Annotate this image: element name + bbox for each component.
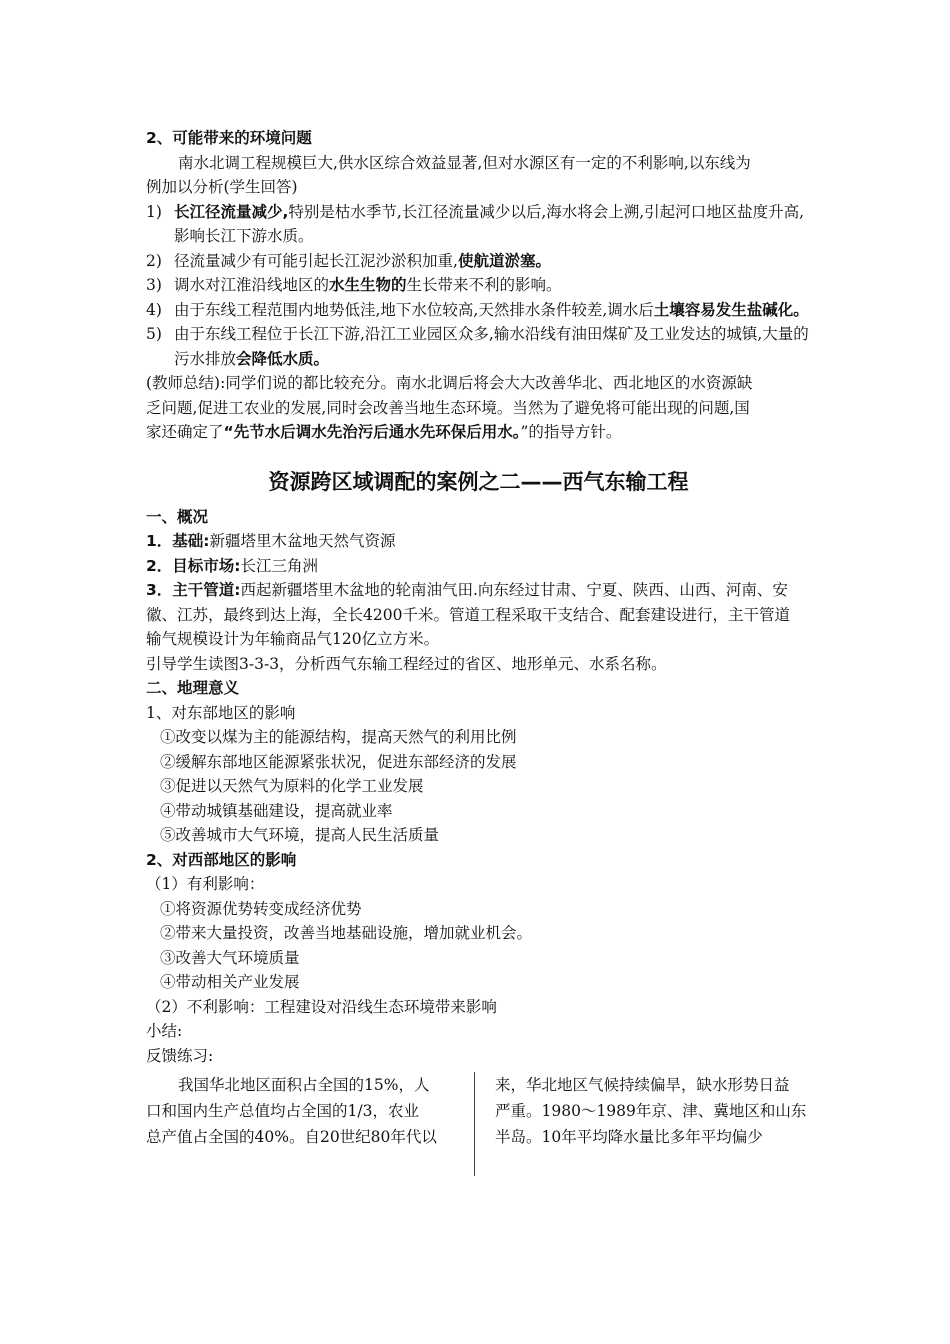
item-text: 由于东线工程位于长江下游,沿江工业园区众多,输水沿线有油田煤矿及工业发达的城镇,大量的污水排放会降低水质。 bbox=[174, 325, 809, 368]
overview-pipeline: 3．主干管道:西起新疆塔里木盆地的轮南油气田.向东经过甘肃、宁夏、陕西、山西、河南、安 bbox=[146, 581, 788, 599]
overview-market: 2．目标市场:长江三角洲 bbox=[146, 556, 318, 575]
feedback-label: 反馈练习: bbox=[146, 1046, 214, 1065]
unfavorable-line: （2）不利影响：工程建设对沿线生态环境带来影响 bbox=[146, 997, 497, 1016]
teacher-summary-line-3: 家还确定了“先节水后调水先治污后通水先环保后用水。”的指导方针。 bbox=[146, 423, 622, 441]
overview-pipeline-line-2: 徽、江苏，最终到达上海，全长4200千米。管道工程采取干支结合、配套建设进行，主干管道 bbox=[146, 605, 790, 624]
east-item: ③促进以天然气为原料的化学工业发展 bbox=[160, 777, 424, 795]
west-heading: 2、对西部地区的影响 bbox=[146, 850, 297, 869]
exercise-line: 总产值占全国的40%。自20世纪80年代以 bbox=[146, 1128, 437, 1146]
document-page bbox=[146, 126, 811, 1176]
east-item: ①改变以煤为主的能源结构，提高天然气的利用比例 bbox=[160, 728, 517, 746]
east-heading: 1、对东部地区的影响 bbox=[146, 703, 296, 722]
section-heading-overview: 一、概况 bbox=[146, 507, 209, 526]
page-title: 资源跨区域调配的案例之二——西气东输工程 bbox=[268, 469, 689, 494]
west-item: ③改善大气环境质量 bbox=[160, 948, 300, 967]
intro-line-2: 例加以分析(学生回答) bbox=[146, 178, 298, 196]
west-item: ④带动相关产业发展 bbox=[160, 973, 300, 991]
item-text: 由于东线工程范围内地势低洼,地下水位较高,天然排水条件较差,调水后土壤容易发生盐碱化。 bbox=[174, 300, 809, 319]
overview-pipeline-line-3: 输气规模设计为年输商品气120亿立方米。 bbox=[146, 630, 440, 648]
list-item bbox=[146, 249, 811, 274]
overview-basis: 1．基础:新疆塔里木盆地天然气资源 bbox=[146, 532, 396, 550]
list-item bbox=[146, 322, 811, 371]
overview-guide: 引导学生读图3-3-3，分析西气东输工程经过的省区、地形单元、水系名称。 bbox=[146, 654, 667, 673]
item-text: 调水对江淮沿线地区的水生生物的生长带来不利的影响。 bbox=[174, 276, 562, 294]
item-text: 径流量减少有可能引起长江泥沙淤积加重,使航道淤塞。 bbox=[174, 251, 551, 270]
item-text: 长江径流量减少,特别是枯水季节,长江径流量减少以后,海水将会上溯,引起河口地区盐度升高,影响长江下游水质。 bbox=[174, 202, 805, 245]
item-number: 5) bbox=[146, 325, 162, 343]
east-item: ④带动城镇基础建设，提高就业率 bbox=[160, 801, 393, 820]
summary-label: 小结: bbox=[146, 1022, 183, 1040]
favorable-heading: （1）有利影响： bbox=[146, 875, 265, 893]
section-heading-env: 2、可能带来的环境问题 bbox=[146, 129, 312, 147]
item-number: 1) bbox=[146, 202, 162, 221]
exercise-right-column bbox=[474, 1072, 807, 1176]
list-item bbox=[146, 298, 811, 323]
teacher-summary-line-1: (教师总结):同学们说的都比较充分。南水北调后将会大大改善华北、西北地区的水资源缺 bbox=[146, 374, 753, 392]
list-item bbox=[146, 273, 811, 298]
exercise-line: 半岛。10年平均降水量比多年平均偏少 bbox=[495, 1128, 763, 1146]
west-item: ②带来大量投资，改善当地基础设施，增加就业机会。 bbox=[160, 924, 533, 942]
exercise-line: 严重。1980～1989年京、津、冀地区和山东 bbox=[495, 1102, 807, 1120]
east-item: ⑤改善城市大气环境，提高人民生活质量 bbox=[160, 826, 440, 844]
west-item: ①将资源优势转变成经济优势 bbox=[160, 899, 362, 918]
exercise-columns bbox=[146, 1072, 811, 1176]
section-heading-significance: 二、地理意义 bbox=[146, 679, 240, 697]
east-item: ②缓解东部地区能源紧张状况，促进东部经济的发展 bbox=[160, 752, 517, 771]
exercise-line: 我国华北地区面积占全国的15%，人 bbox=[178, 1076, 430, 1094]
item-number: 3) bbox=[146, 276, 162, 294]
intro-line-1: 南水北调工程规模巨大,供水区综合效益显著,但对水源区有一定的不利影响,以东线为 bbox=[178, 153, 751, 172]
exercise-line: 口和国内生产总值均占全国的1/3，农业 bbox=[146, 1102, 419, 1120]
item-number: 4) bbox=[146, 300, 162, 319]
teacher-summary-line-2: 乏问题,促进工农业的发展,同时会改善当地生态环境。当然为了避免将可能出现的问题,国 bbox=[146, 398, 750, 417]
list-item bbox=[146, 200, 811, 249]
exercise-left-column bbox=[146, 1072, 474, 1176]
exercise-line: 来，华北地区气候持续偏旱，缺水形势日益 bbox=[495, 1076, 790, 1094]
item-number: 2) bbox=[146, 251, 162, 270]
